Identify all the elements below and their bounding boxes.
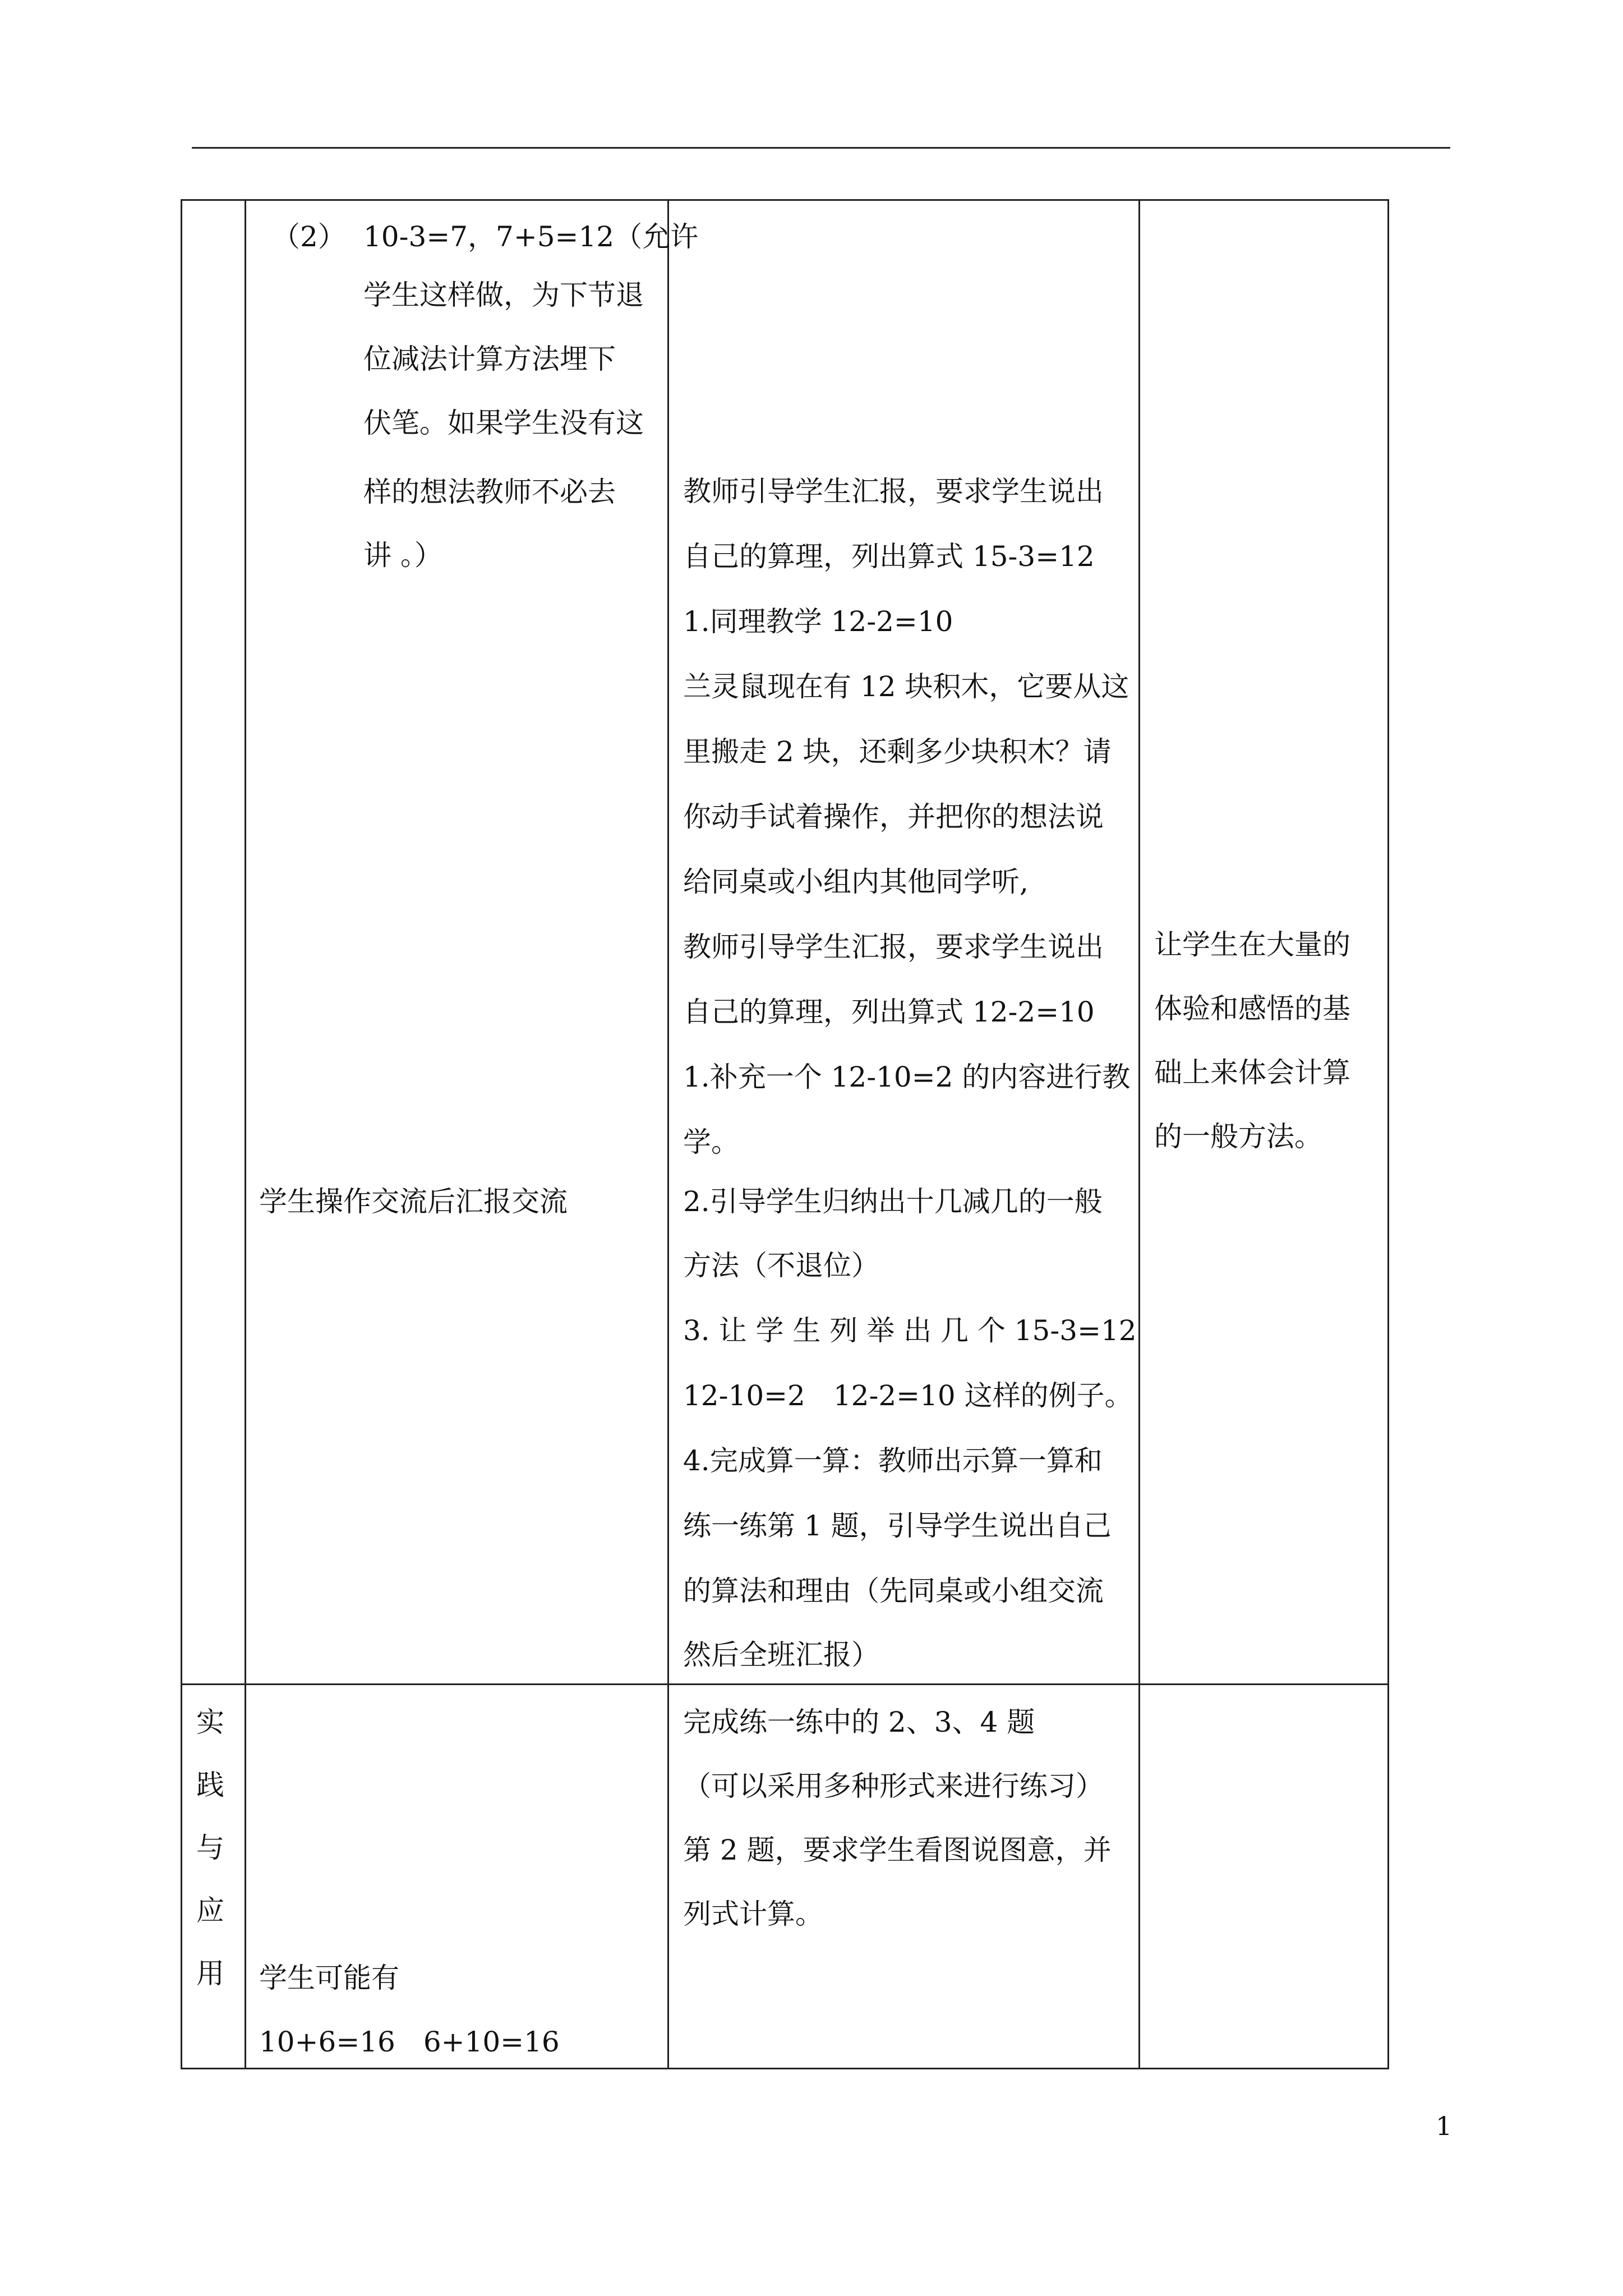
teacher-activity-line: 方法（不退位） [683, 1249, 879, 1282]
teacher-activity-line: 12-10=2 12-2=10 这样的例子。 [683, 1379, 1133, 1412]
teacher-activity-line: 里搬走 2 块，还剩多少块积木？请 [683, 735, 1112, 768]
student-note-line: 样的想法教师不必去 [363, 476, 616, 508]
teacher-activity-line: 练一练第 1 题，引导学生说出自己 [683, 1510, 1112, 1542]
teacher-activity-line: 给同桌或小组内其他同学听, [683, 866, 1029, 898]
table-divider-1 [245, 199, 246, 2069]
design-intent-line: 础上来体会计算 [1154, 1056, 1350, 1089]
student-note-line: 10-3=7，7+5=12（允许 [363, 220, 699, 253]
design-intent-line: 的一般方法。 [1154, 1120, 1322, 1153]
section-label-char: 践 [196, 1769, 224, 1801]
section-label-char: 实 [196, 1706, 224, 1738]
table-divider-2 [667, 199, 669, 2069]
table-border-bottom [181, 2068, 1389, 2069]
teacher-activity-line: 你动手试着操作，并把你的想法说 [683, 800, 1104, 833]
table-row-divider [181, 1683, 1389, 1685]
teacher-activity-line: 教师引导学生汇报，要求学生说出 [683, 931, 1104, 963]
teacher-activity-line: 学。 [683, 1126, 739, 1158]
teacher-activity-line: 3. 让 学 生 列 举 出 几 个 15-3=12 [683, 1314, 1137, 1347]
page-number: 1 [1436, 2111, 1453, 2141]
student-note-line: 位减法计算方法埋下 [363, 343, 616, 375]
table-border-left [181, 199, 182, 2069]
section-label-char: 用 [196, 1957, 224, 1990]
teacher-activity-line: 自己的算理，列出算式 12-2=10 [683, 996, 1095, 1028]
teacher-activity-line: 1.同理教学 12-2=10 [683, 605, 953, 638]
practice-line: （可以采用多种形式来进行练习） [683, 1770, 1104, 1802]
header-rule [192, 147, 1450, 149]
teacher-activity-line: 自己的算理，列出算式 15-3=12 [683, 540, 1095, 573]
teacher-activity-line: 4.完成算一算：教师出示算一算和 [683, 1444, 1103, 1477]
teacher-activity-line: 然后全班汇报） [683, 1639, 879, 1671]
design-intent-line: 让学生在大量的 [1154, 928, 1350, 961]
table-border-right [1387, 199, 1389, 2069]
design-intent-line: 体验和感悟的基 [1154, 992, 1350, 1025]
section-label-char: 与 [196, 1832, 224, 1864]
teacher-activity-line: 兰灵鼠现在有 12 块积木，它要从这 [683, 670, 1129, 703]
teacher-activity-line: 教师引导学生汇报，要求学生说出 [683, 475, 1104, 508]
student-answer-line: 学生可能有 [259, 1962, 399, 1994]
practice-line: 第 2 题，要求学生看图说图意，并 [683, 1834, 1112, 1866]
table-border-top [181, 199, 1389, 201]
teacher-activity-line: 的算法和理由（先同桌或小组交流 [683, 1575, 1104, 1607]
practice-line: 列式计算。 [683, 1898, 823, 1930]
teacher-activity-line: 2.引导学生归纳出十几减几的一般 [683, 1185, 1103, 1218]
teacher-activity-line: 1.补充一个 12-10=2 的内容进行教 [683, 1061, 1131, 1093]
table-divider-3 [1138, 199, 1140, 2069]
student-answer-line: 10+6=16 6+10=16 [259, 2026, 560, 2058]
student-activity: 学生操作交流后汇报交流 [259, 1185, 568, 1218]
student-note-line: 讲 。） [363, 539, 442, 572]
section-label-char: 应 [196, 1894, 224, 1927]
practice-line: 完成练一练中的 2、3、4 题 [683, 1706, 1035, 1738]
student-note-line: 学生这样做，为下节退 [363, 279, 644, 311]
student-note-index: （2） [272, 220, 346, 253]
student-note-line: 伏笔。如果学生没有这 [363, 407, 644, 439]
